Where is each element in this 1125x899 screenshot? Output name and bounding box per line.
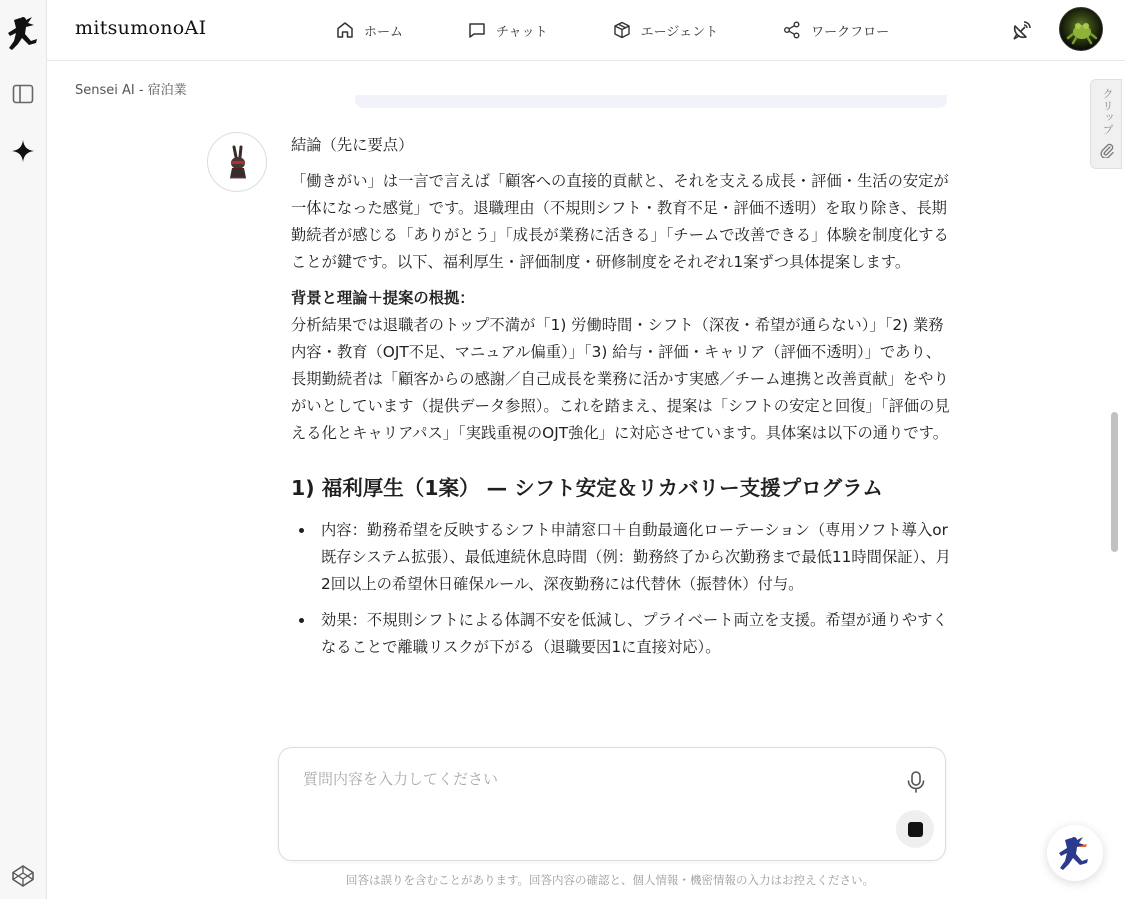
ninja-logo-icon[interactable] bbox=[6, 14, 40, 54]
summary-heading: 結論（先に要点） bbox=[291, 136, 414, 154]
chat-icon bbox=[467, 20, 487, 40]
stop-icon bbox=[908, 822, 923, 837]
clip-panel-tab[interactable] bbox=[1090, 79, 1122, 169]
nav-agent[interactable] bbox=[612, 20, 718, 40]
chat-input-box bbox=[278, 747, 946, 861]
section1-title: 1) 福利厚生（1案） — シフト安定＆リカバリー支援プログラム bbox=[291, 476, 883, 500]
ninja-mascot-icon bbox=[1056, 833, 1094, 873]
previous-user-message bbox=[355, 95, 947, 108]
nav-agent-label: エージェント bbox=[640, 24, 719, 40]
list-item: 内容：勤務希望を反映するシフト申請窓口＋自動最適化ローテーション（専用ソフト導入or既存システム拡張）、最低連続休息時間（例：勤務終了から次勤務まで最低11時間保証）、月2回以上の希望休日確保ルール、深夜勤務には代替休（振替休）付与。 bbox=[291, 517, 951, 598]
sidebar-toggle-icon[interactable] bbox=[12, 83, 34, 105]
nav-chat-label: チャット bbox=[496, 24, 548, 40]
assistant-answer bbox=[291, 132, 951, 670]
paperclip-icon bbox=[1099, 142, 1115, 158]
list-item: 効果：不規則シフトによる体調不安を低減し、プライベート両立を支援。希望が通りやすくなることで離職リスクが下がる（退職要因1に直接対応）。 bbox=[291, 607, 951, 661]
section1-list bbox=[291, 517, 951, 661]
stop-generation-button[interactable] bbox=[896, 810, 934, 848]
brand-name[interactable]: mitsumonoAI bbox=[75, 17, 207, 39]
nav-home[interactable] bbox=[335, 20, 403, 40]
left-rail bbox=[0, 0, 47, 899]
user-avatar[interactable] bbox=[1059, 7, 1103, 51]
satellite-dish-icon[interactable] bbox=[1010, 18, 1034, 42]
sparkle-icon[interactable] bbox=[10, 138, 36, 164]
nav-home-label: ホーム bbox=[364, 24, 404, 40]
frog-avatar-icon bbox=[1060, 8, 1103, 51]
microphone-icon[interactable] bbox=[905, 770, 927, 794]
chat-input[interactable] bbox=[303, 768, 883, 808]
top-header bbox=[47, 0, 1125, 61]
clip-label: クリップ bbox=[1101, 88, 1114, 136]
scrollbar-thumb[interactable] bbox=[1111, 412, 1118, 552]
home-icon bbox=[335, 20, 355, 40]
nav-workflow-label: ワークフロー bbox=[811, 24, 890, 40]
nav-workflow[interactable] bbox=[782, 20, 889, 40]
cube-icon bbox=[612, 20, 632, 40]
assistant-fab-button[interactable] bbox=[1047, 825, 1103, 881]
share-nodes-icon bbox=[782, 20, 802, 40]
basis-title: 背景と理論＋提案の根拠： bbox=[291, 289, 475, 307]
breadcrumb[interactable]: Sensei AI - 宿泊業 bbox=[75, 83, 187, 98]
ninja-rabbit-icon bbox=[208, 133, 268, 193]
assistant-avatar bbox=[207, 132, 267, 192]
main-nav bbox=[335, 0, 889, 60]
disclaimer-text: 回答は誤りを含むことがあります。回答内容の確認と、個人情報・機密情報の入力はお控えください。 bbox=[345, 873, 875, 887]
summary-text: 「働きがい」は一言で言えば「顧客への直接的貢献と、それを支える成長・評価・生活の安定が一体になった感覚」です。退職理由（不規則シフト・教育不足・評価不透明）を取り除き、長期勤続者が感じる「ありがとう」「成長が業務に活きる」「チームで改善できる」体験を制度化することが鍵です。以下、福利厚生・評価制度・研修制度をそれぞれ1案ずつ具体提案します。 bbox=[291, 172, 949, 271]
nav-chat[interactable] bbox=[467, 20, 548, 40]
basis-text: 分析結果では退職者のトップ不満が「1) 労働時間・シフト（深夜・希望が通らない）」「2) 業務内容・教育（OJT不足、マニュアル偏重）」「3) 給与・評価・キャリア（評価不透明）」であり、長期勤続者は「顧客からの感謝／自己成長を業務に活かす実感／チーム連携と改善貢献」をやりがいとしています（提供データ参照）。これを踏まえ、提案は「シフトの安定と回復」「評価の見える化とキャリアパス」「実践重視のOJT強化」に対応させています。具体案は以下の通りです。 bbox=[291, 316, 950, 442]
